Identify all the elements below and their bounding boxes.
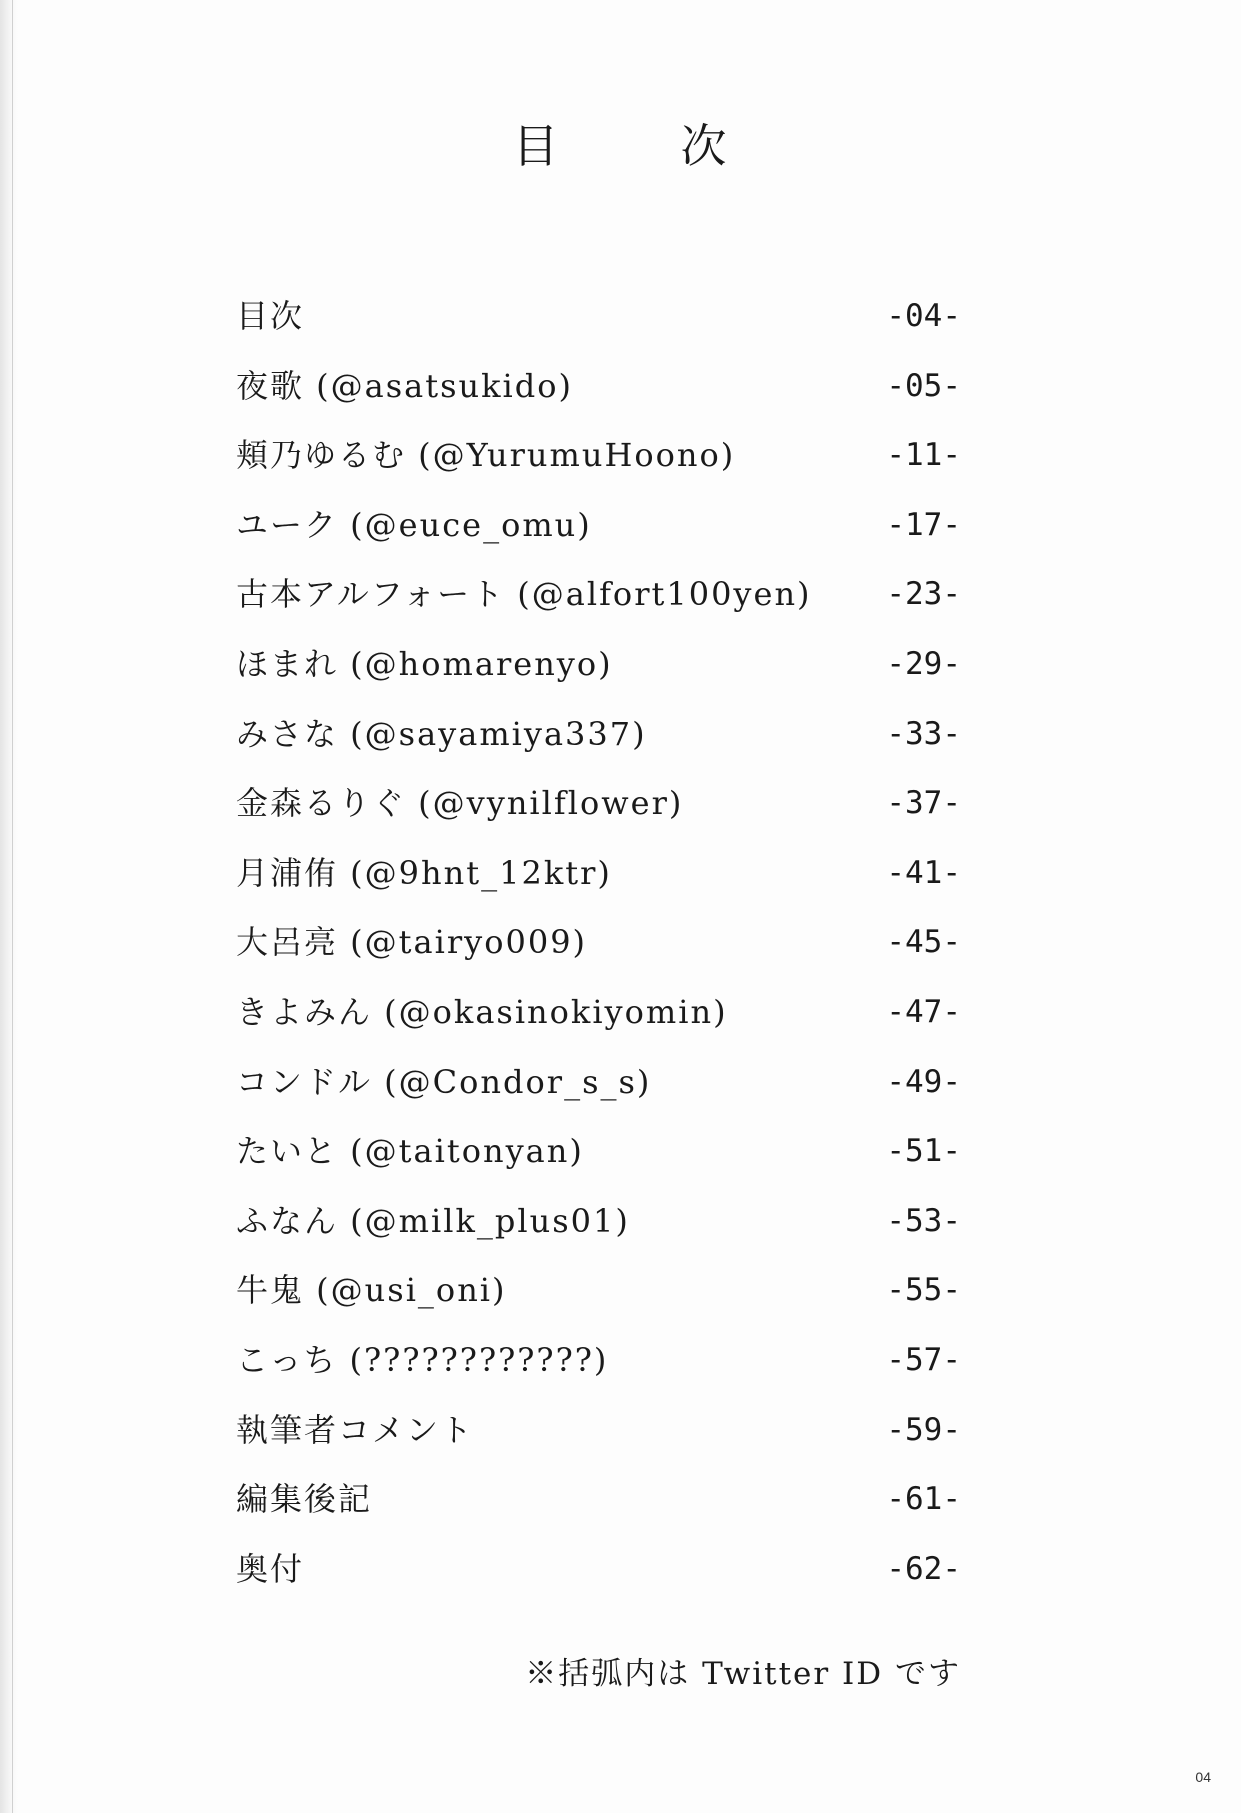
toc-entry-title: ふなん (@milk_plus01) — [236, 1201, 630, 1240]
toc-entry — [236, 358, 961, 428]
toc-entry-page: -04- — [886, 298, 961, 334]
toc-entry-page: -53- — [886, 1202, 961, 1239]
toc-entry — [236, 914, 961, 984]
toc-entry — [236, 1471, 961, 1541]
toc-entry-page: -45- — [886, 924, 961, 961]
toc-entry — [236, 1262, 961, 1332]
toc-entry-page: -51- — [886, 1133, 961, 1170]
page-edge-line — [12, 0, 13, 1813]
toc-entry-title: 月浦侑 (@9hnt_12ktr) — [236, 853, 612, 892]
toc-entry-title: ユーク (@euce_omu) — [236, 505, 592, 544]
toc-entry-page: -61- — [886, 1481, 961, 1518]
table-of-contents — [236, 288, 961, 1610]
toc-entry-title: 頬乃ゆるむ (@YurumuHoono) — [236, 436, 736, 475]
toc-entry-page: -11- — [886, 437, 961, 474]
toc-entry-page: -17- — [886, 506, 961, 543]
page-edge-shadow — [0, 0, 18, 1813]
toc-entry-title: 古本アルフォート (@alfort100yen) — [236, 575, 812, 614]
toc-entry — [236, 845, 961, 915]
toc-entry-page: -47- — [886, 993, 961, 1030]
toc-entry-title: 牛鬼 (@usi_oni) — [236, 1271, 507, 1310]
toc-entry-page: -23- — [886, 576, 961, 613]
toc-entry-title: 奥付 — [236, 1549, 305, 1588]
toc-entry-title: 大呂亮 (@tairyo009) — [236, 923, 588, 962]
toc-entry — [236, 984, 961, 1054]
toc-entry-title: コンドル (@Condor_s_s) — [236, 1062, 652, 1101]
toc-entry-page: -29- — [886, 645, 961, 682]
page-title-left: 目 — [512, 119, 561, 173]
toc-entry-title: ほまれ (@homarenyo) — [236, 644, 613, 683]
page-title — [0, 110, 1241, 176]
toc-entry — [236, 706, 961, 776]
toc-entry-title: 執筆者コメント — [236, 1410, 475, 1449]
toc-entry — [236, 636, 961, 706]
toc-entry — [236, 288, 961, 358]
toc-entry-title: 編集後記 — [236, 1480, 373, 1519]
toc-entry — [236, 497, 961, 567]
toc-entry-page: -33- — [886, 715, 961, 752]
toc-entry — [236, 1402, 961, 1472]
toc-entry-page: -05- — [886, 367, 961, 404]
toc-entry-title: 金森るりぐ (@vynilflower) — [236, 784, 684, 823]
toc-entry-page: -37- — [886, 785, 961, 822]
page-title-right: 次 — [680, 119, 729, 173]
toc-entry — [236, 1332, 961, 1402]
toc-entry-page: -41- — [886, 854, 961, 891]
toc-entry — [236, 1123, 961, 1193]
toc-entry-page: -62- — [886, 1550, 961, 1587]
toc-entry-page: -49- — [886, 1063, 961, 1100]
toc-entry — [236, 1541, 961, 1611]
toc-entry — [236, 1193, 961, 1263]
toc-entry-page: -55- — [886, 1272, 961, 1309]
toc-entry — [236, 427, 961, 497]
toc-entry — [236, 775, 961, 845]
toc-entry-title: きよみん (@okasinokiyomin) — [236, 992, 728, 1031]
toc-entry-page: -57- — [886, 1341, 961, 1378]
toc-entry-title: こっち (????????????) — [236, 1340, 609, 1379]
toc-entry-title: たいと (@taitonyan) — [236, 1132, 584, 1171]
toc-entry — [236, 566, 961, 636]
toc-entry-title: 夜歌 (@asatsukido) — [236, 366, 573, 405]
twitter-id-note: ※括弧内は Twitter ID です — [525, 1656, 961, 1692]
toc-entry — [236, 1054, 961, 1124]
toc-entry-title: みさな (@sayamiya337) — [236, 714, 647, 753]
toc-entry-page: -59- — [886, 1411, 961, 1448]
toc-entry-title: 目次 — [236, 297, 305, 335]
page-number: 04 — [1195, 1769, 1211, 1785]
